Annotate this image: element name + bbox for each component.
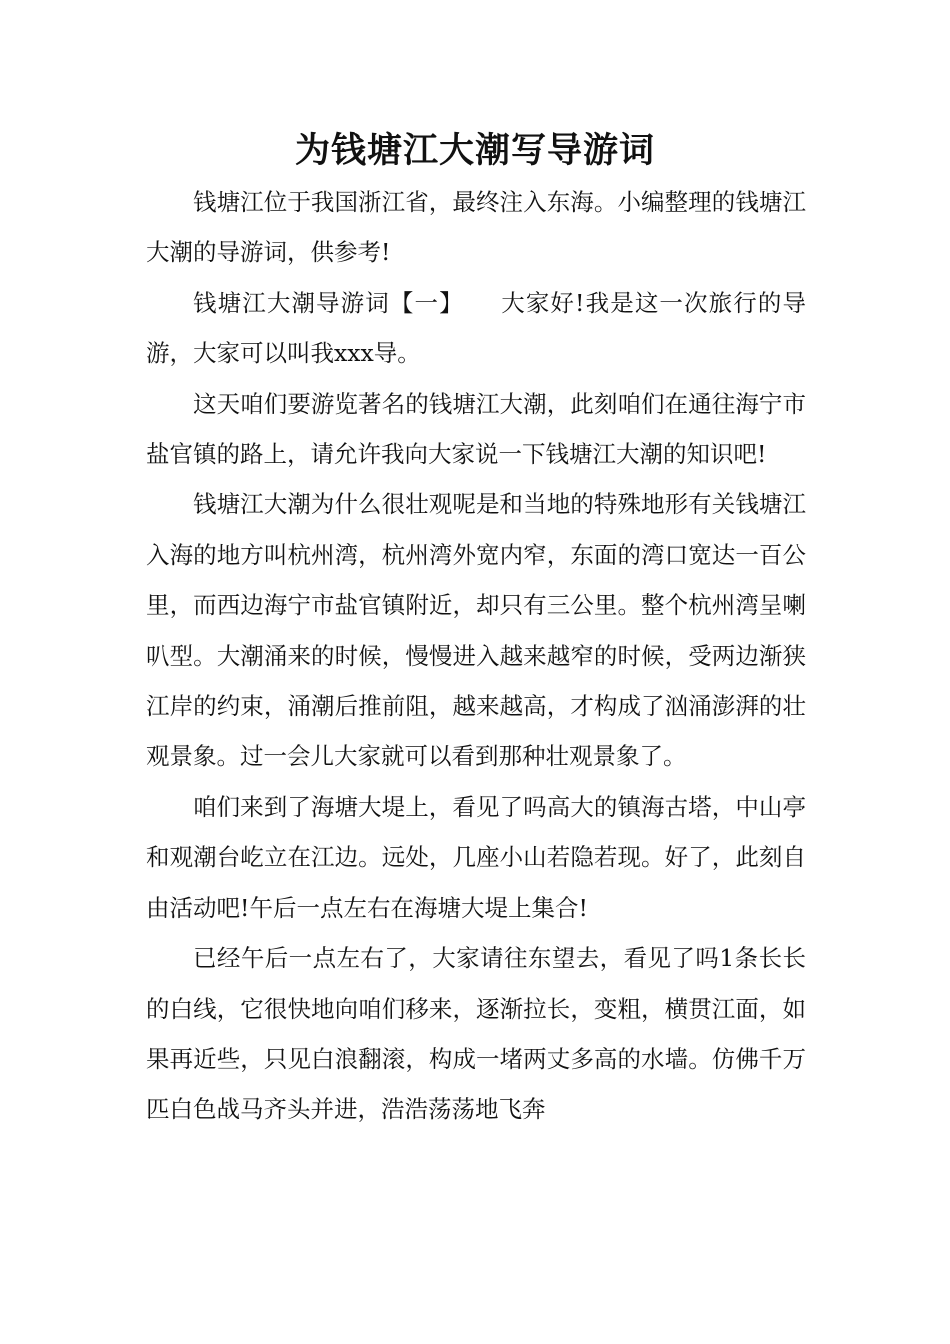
- paragraph-intro: 钱塘江位于我国浙江省，最终注入东海。小编整理的钱塘江大潮的导游词，供参考!: [146, 188, 806, 267]
- document-body: [146, 177, 806, 1135]
- document-title: 为钱塘江大潮写导游词: [294, 130, 655, 171]
- paragraph-destination: 这天咱们要游览著名的钱塘江大潮，此刻咱们在通往海宁市盐官镇的路上，请允许我向大家说一下钱塘江大潮的知识吧!: [146, 389, 806, 469]
- paragraph-geography: 钱塘江大潮为什么很壮观呢是和当地的特殊地形有关钱塘江入海的地方叫杭州湾，杭州湾外宽内窄，东面的湾口宽达一百公里，而西边海宁市盐官镇附近，却只有三公里。整个杭州湾呈喇叭型。大潮涌来的时候，慢慢进入越来越窄的时候，受两边渐狭江岸的约束，涌潮后推前阻，越来越高，才构成了汹涌澎湃的壮观景象。过一会儿大家就可以看到那种壮观景象了。: [146, 490, 806, 771]
- paragraph-tide-arrival: 已经午后一点左右了，大家请往东望去，看见了吗1条长长的白线，它很快地向咱们移来，逐渐拉长，变粗，横贯江面，如果再近些，只见白浪翻滚，构成一堵两丈多高的水墙。仿佛千万匹白色战马齐头并进，浩浩荡荡地飞奔: [146, 944, 806, 1124]
- paragraph-embankment: 咱们来到了海塘大堤上，看见了吗高大的镇海古塔，中山亭和观潮台屹立在江边。远处，几座小山若隐若现。好了，此刻自由活动吧!午后一点左右在海塘大堤上集合!: [146, 792, 806, 922]
- paragraph-greeting: 钱塘江大潮导游词【一】 大家好!我是这一次旅行的导游，大家可以叫我xxx导。: [146, 288, 806, 368]
